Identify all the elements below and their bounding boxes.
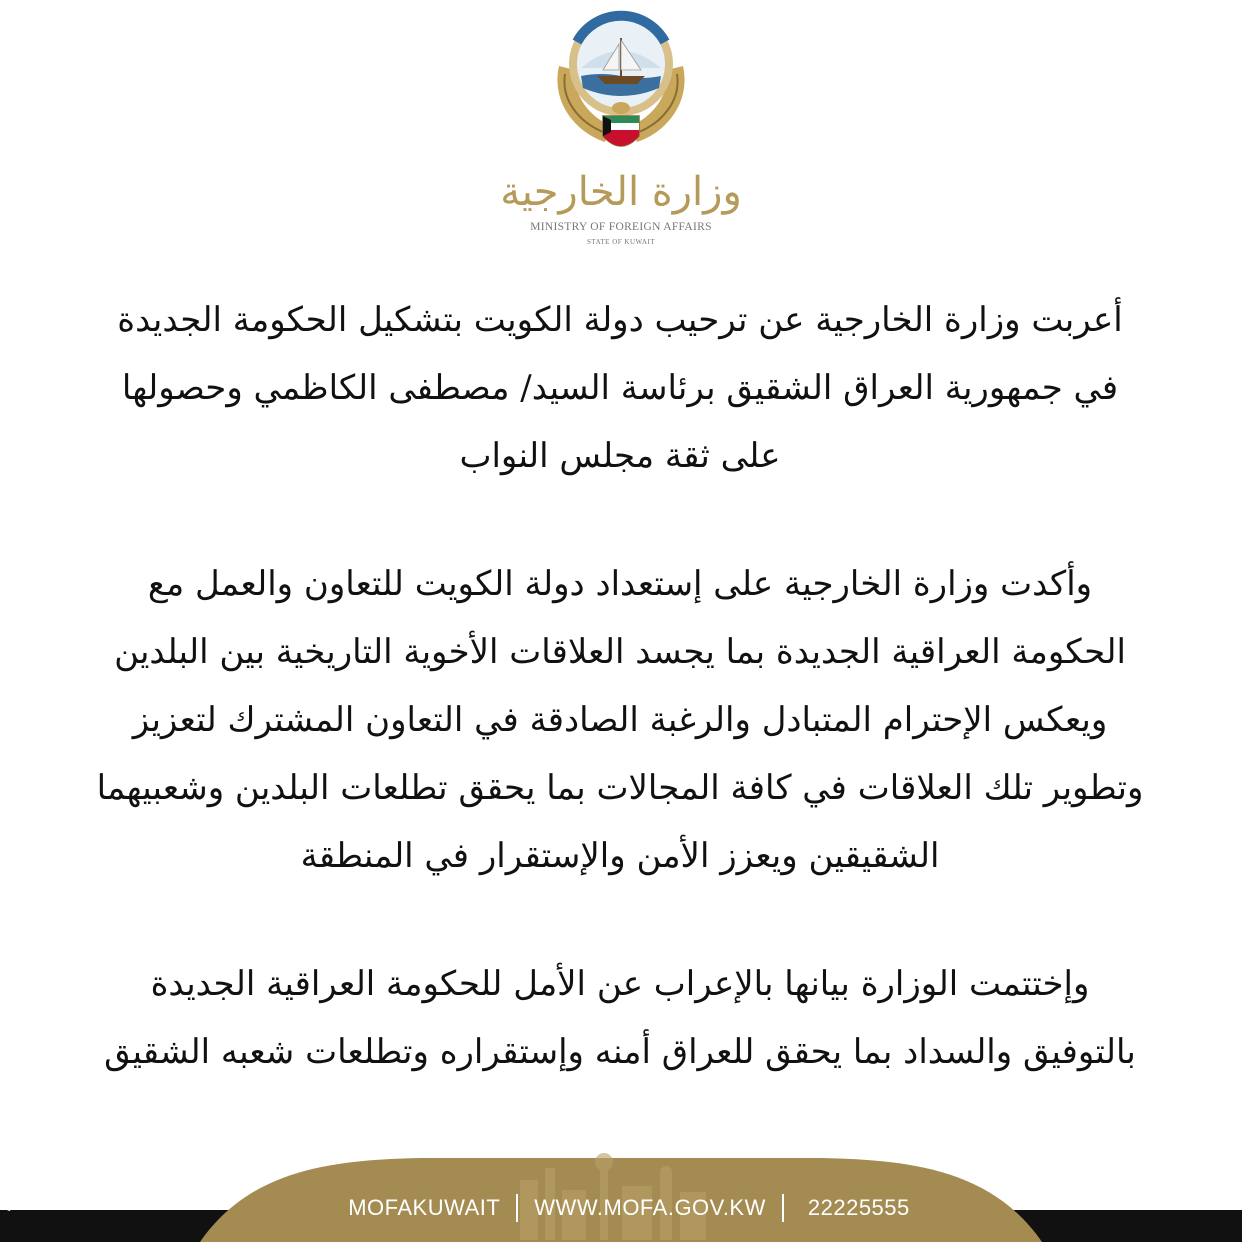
- footer-divider: [516, 1194, 518, 1222]
- statement-paragraph-1: أعربت وزارة الخارجية عن ترحيب دولة الكويت بتشكيل الحكومة الجديدة في جمهورية العراق الشقيق برئاسة السيد/ مصطفى الكاظمي وحصولها على ثقة مجلس النواب: [117, 300, 1123, 476]
- footer-contact-bar: [0, 1188, 1242, 1228]
- social-handle[interactable]: MOFAKUWAIT: [348, 1195, 501, 1220]
- statement-paragraph-3: وإختتمت الوزارة بيانها بالإعراب عن الأمل للحكومة العراقية الجديدة بالتوفيق والسداد بما يحقق للعراق أمنه وإستقراره وتطلعات شعبه الشقيق: [104, 964, 1136, 1072]
- footer: [0, 1140, 1242, 1242]
- ministry-name-english: MINISTRY OF FOREIGN AFFAIRS: [530, 221, 712, 233]
- statement-paragraph-2: وأكدت وزارة الخارجية على إستعداد دولة الكويت للتعاون والعمل مع الحكومة العراقية الجديدة بما يجسد العلاقات الأخوية التاريخية بين البلدين ويعكس الإحترام المتبادل والرغبة الصادقة في التعاون المشترك لتعزيز وتطوير تلك العلاقات في كافة المجالات بما يحقق تطلعات البلدين وشعبيهما الشقيقين ويعزز الأمن والإستقرار في المنطقة: [96, 564, 1144, 876]
- kuwait-emblem-icon: [531, 4, 711, 254]
- state-name-english: STATE OF KUWAIT: [587, 238, 655, 246]
- phone-number[interactable]: 22225555: [807, 1195, 910, 1220]
- website-link[interactable]: WWW.MOFA.GOV.KW: [534, 1195, 766, 1220]
- ministry-name-arabic: وزارة الخارجية: [500, 169, 742, 215]
- footer-divider: [782, 1194, 784, 1222]
- statement-body: [95, 286, 1145, 1086]
